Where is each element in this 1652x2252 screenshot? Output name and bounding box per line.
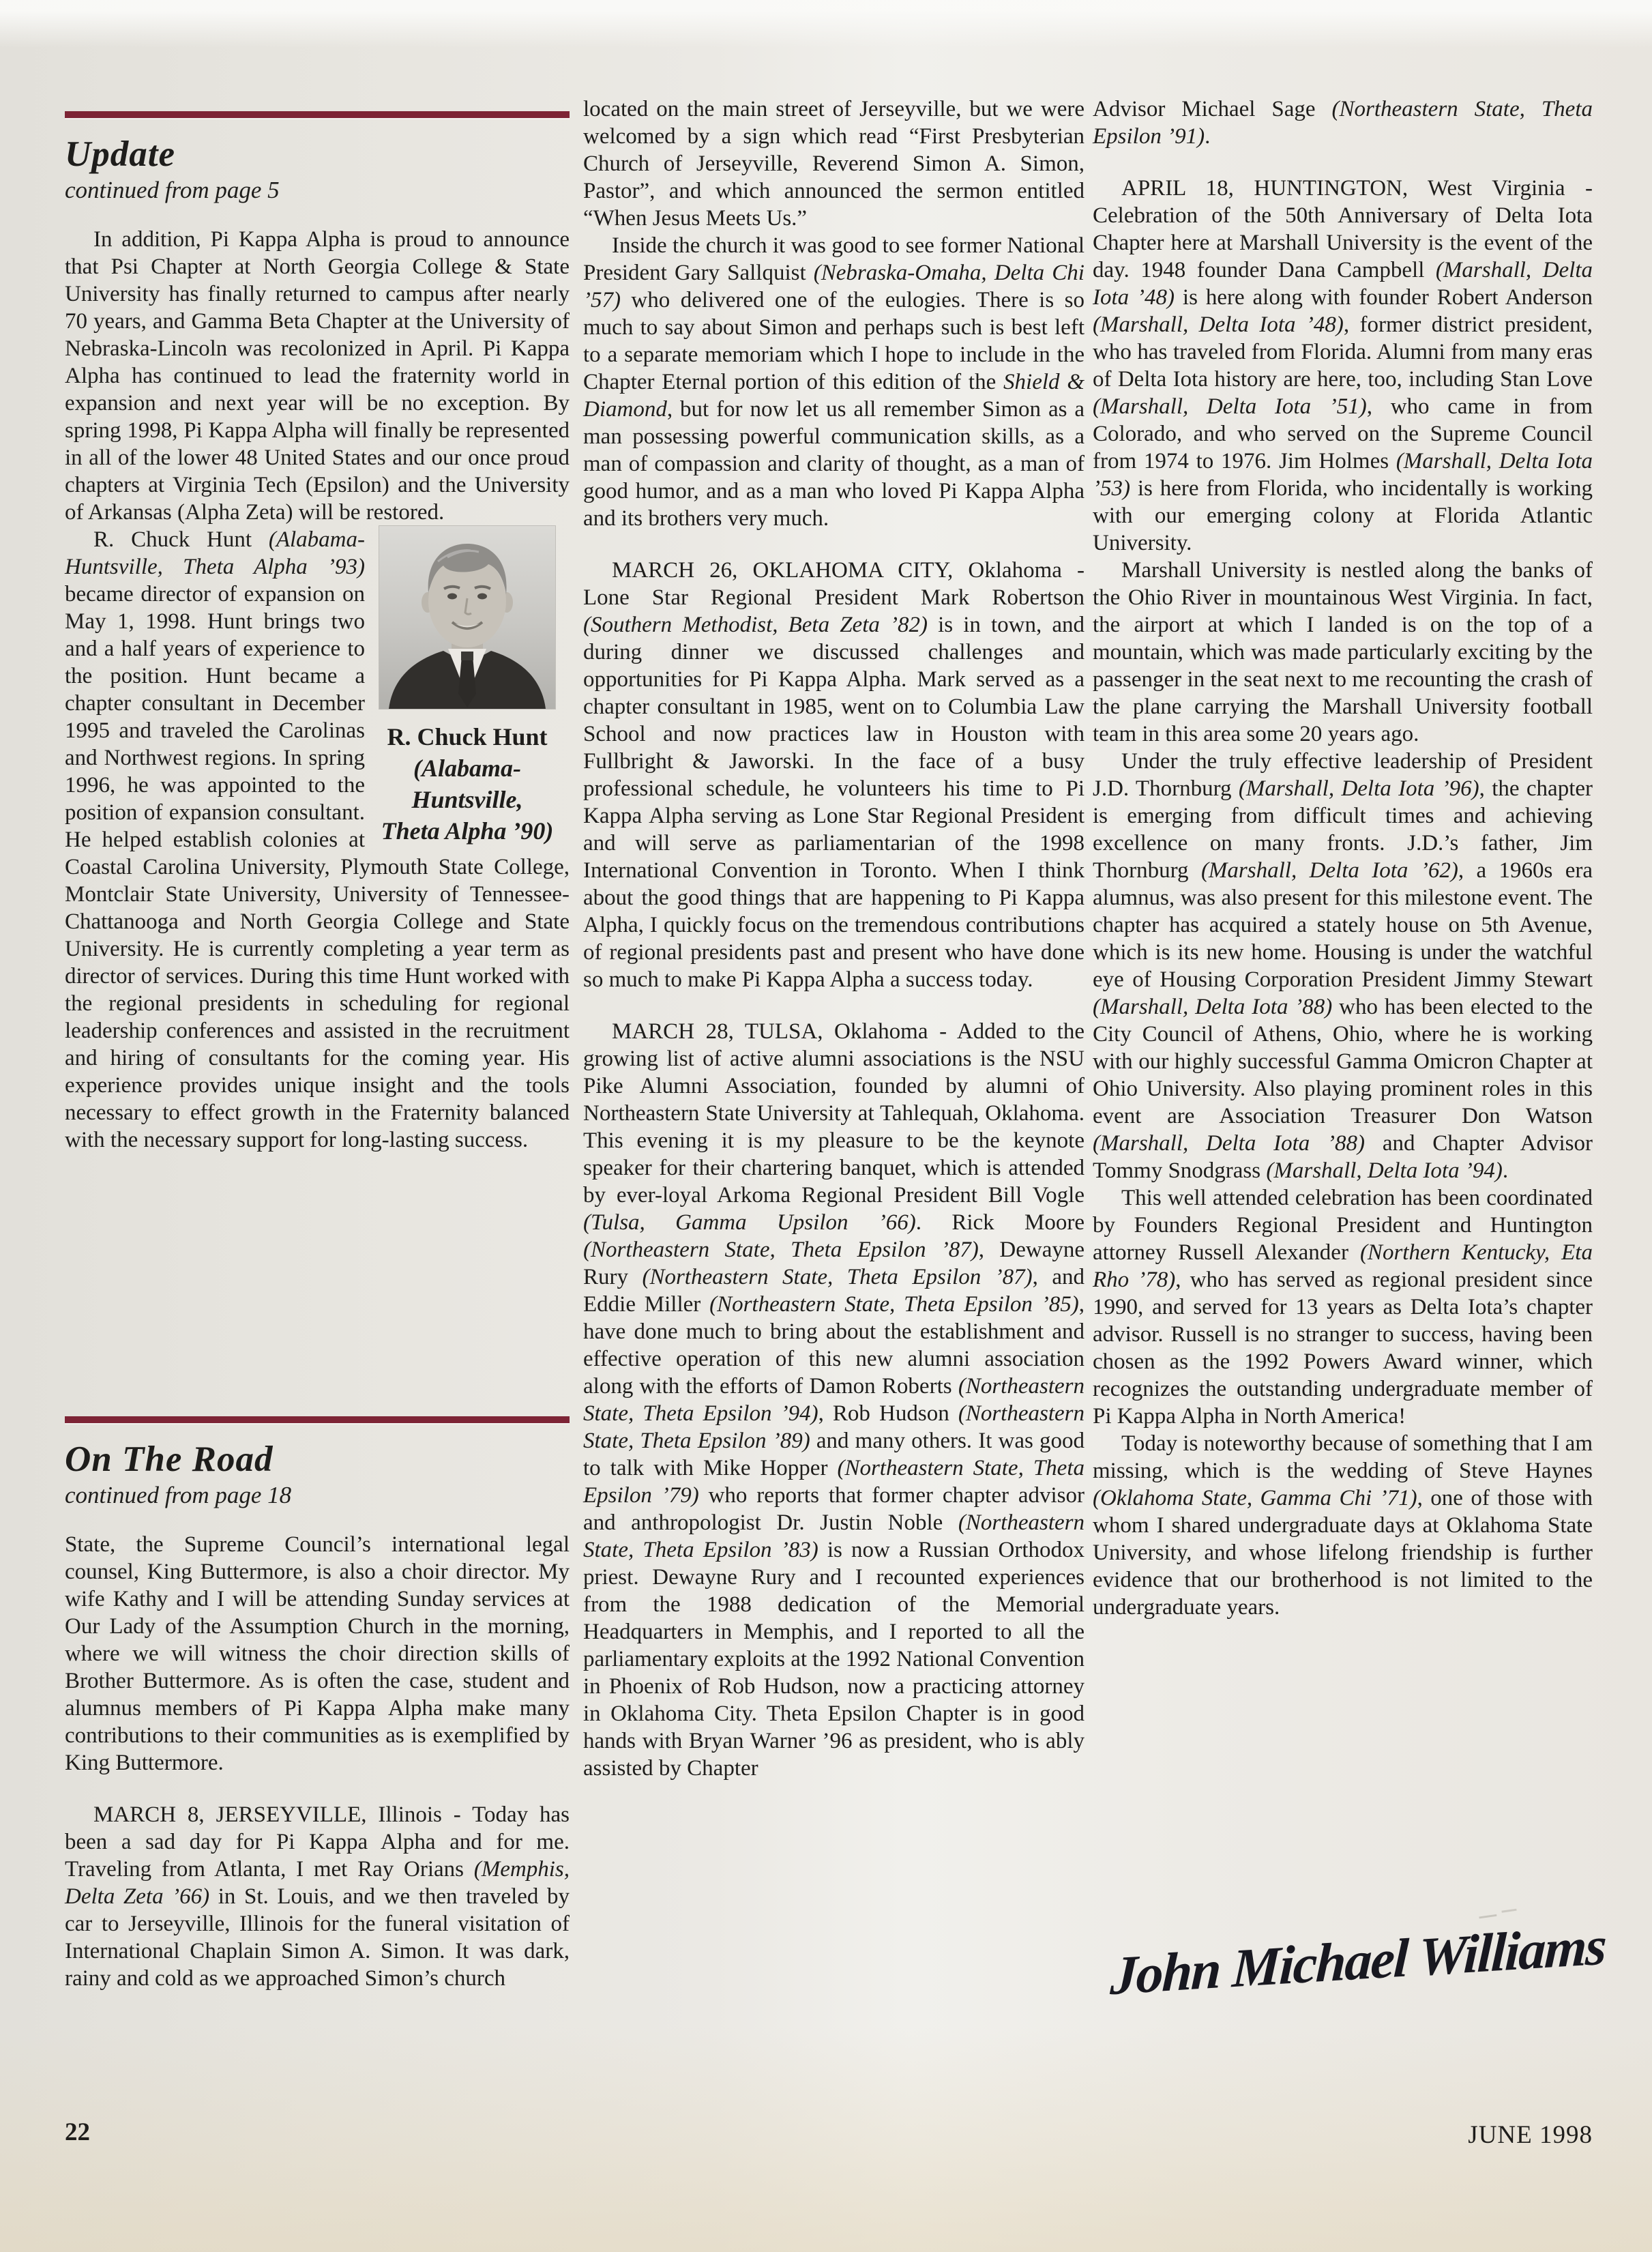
continued-from-label: continued from page 5: [65, 177, 280, 203]
on-the-road-body: [65, 1531, 570, 1992]
paragraph: Marshall University is nestled along the banks of the Ohio River in mountainous West Virginia. In fact, the airport at which I landed is on the top of a mountain, which was made particularly exciting by the passenger in the seat next to me recounting the crash of the plane carrying the Marshall University football team in this area some 20 years ago.: [1093, 558, 1593, 746]
portrait-figure: [365, 526, 570, 847]
paragraph: Today is noteworthy because of something that I am missing, which is the wedding of Steve Haynes (Oklahoma State, Gamma Chi ’71), one of those with whom I shared undergraduate days at Oklahoma State University, and whose lifelong friendship is further evidence that our brotherhood is not limited to the undergraduate years.: [1093, 1431, 1593, 1620]
paragraph: State, the Supreme Council’s international legal counsel, King Buttermore, is also a choir director. My wife Kathy and I will be attending Sunday services at Our Lady of the Assumption Church in the morning, where we will witness the choir direction skills of Brother Buttermore. As is often the case, student and alumnus members of Pi Kappa Alpha make many contributions to their communities as is exemplified by King Buttermore.: [65, 1532, 570, 1775]
caption-line: (Alabama-: [413, 755, 521, 782]
portrait-image: [379, 526, 555, 709]
paragraph: R. Chuck Hunt (Alabama-Huntsville, Theta Alpha ’93) became director of expansion on May 1, 1998. Hunt brings two and a half years of experience to the position. Hunt became a chapter consultant in December 1995 and traveled the Carolinas and Northwest regions. In spring 1996, he was appointed to the position of expansion consultant. He helped establish colonies at Coastal Carolina University, Plymouth State College, Montclair State University, University of Tennessee-Chattanooga and North Georgia College and State University. He is currently completing a year term as director of services. During this time Hunt worked with the regional presidents in scheduling for regional leadership conferences and assisted in the recruitment and hiring of consultants for the coming year. His experience provides unique insight and the tools necessary to effect growth in the Fraternity balanced with the necessary support for long-lasting success.: [65, 527, 570, 1152]
middle-column: [583, 96, 1085, 1782]
paragraph: In addition, Pi Kappa Alpha is proud to announce that Psi Chapter at North Georgia College & State University has finally returned to campus after nearly 70 years, and Gamma Beta Chapter at the University of Nebraska-Lincoln was recolonized in April. Pi Kappa Alpha has continued to lead the fraternity world in expansion and next year will be no exception. By spring 1998, Pi Kappa Alpha will finally be represented in all of the lower 48 United States and our once proud chapters at Virginia Tech (Epsilon) and the University of Arkansas (Alpha Zeta) will be restored.: [65, 227, 570, 525]
paragraph: Inside the church it was good to see former National President Gary Sallquist (Nebraska-Omaha, Delta Chi ’57) who delivered one of the eulogies. There is so much to say about Simon and perhaps such is best left to a separate memoriam which I hope to include in the Chapter Eternal portion of this edition of the Shield & Diamond, but for now let us all remember Simon as a man possessing powerful communication skills, as a man of compassion and clarity of thought, as a man of good humor, and as a man who loved Pi Kappa Alpha and its brothers very much.: [583, 233, 1085, 531]
continued-from-label: continued from page 18: [65, 1482, 292, 1508]
paragraph: APRIL 18, HUNTINGTON, West Virginia - Celebration of the 50th Anniversary of Delta Iota Chapter here at Marshall University is the event of the day. 1948 founder Dana Campbell (Marshall, Delta Iota ’48) is here along with founder Robert Anderson (Marshall, Delta Iota ’48), former district president, who has traveled from Florida. Alumni from many eras of Delta Iota history are here, too, including Stan Love (Marshall, Delta Iota ’51), who came in from Colorado, and who served on the Supreme Council from 1974 to 1976. Jim Holmes (Marshall, Delta Iota ’53) is here from Florida, who incidentally is working with our emerging colony at Florida Atlantic University.: [1093, 176, 1593, 555]
section-divider-rule: [65, 111, 570, 118]
section-on-the-road: [65, 1416, 570, 1992]
signature-text: John Michael Williams: [1109, 1916, 1607, 2007]
caption-line: Huntsville,: [411, 786, 523, 813]
section-title: Update: [65, 134, 176, 174]
paragraph: Advisor Michael Sage (Northeastern State, Theta Epsilon ’91).: [1093, 97, 1593, 149]
section-update: [65, 111, 570, 1154]
paragraph: located on the main street of Jerseyville, but we were welcomed by a sign which read “First Presbyterian Church of Jerseyville, Reverend Simon A. Simon, Pastor”, and which announced the sermon entitled “When Jesus Meets Us.”: [583, 97, 1085, 231]
caption-name: R. Chuck Hunt: [387, 723, 548, 750]
paragraph: Under the truly effective leadership of President J.D. Thornburg (Marshall, Delta Iota ’96), the chapter is emerging from difficult times and achieving excellence on many fronts. J.D.’s father, Jim Thornburg (Marshall, Delta Iota ’62), a 1960s era alumnus, was also present for this milestone event. The chapter has acquired a stately house on 5th Avenue, which is its new home. Housing is under the watchful eye of Housing Corporation President Jimmy Stewart (Marshall, Delta Iota ’88) who has been elected to the City Council of Athens, Ohio, where he is working with our highly successful Gamma Omicron Chapter at Ohio University. Also playing prominent roles in this event are Association Treasurer Don Watson (Marshall, Delta Iota ’88) and Chapter Advisor Tommy Snodgrass (Marshall, Delta Iota ’94).: [1093, 749, 1593, 1183]
paragraph: This well attended celebration has been coordinated by Founders Regional President and Huntington attorney Russell Alexander (Northern Kentucky, Eta Rho ’78), who has served as regional president since 1990, and served for 13 years as Delta Iota’s chapter advisor. Russell is no stranger to success, having been chosen as the 1992 Powers Award winner, which recognizes the outstanding undergraduate member of Pi Kappa Alpha in North America!: [1093, 1186, 1593, 1429]
page-number: 22: [65, 2118, 90, 2146]
paragraph: MARCH 28, TULSA, Oklahoma - Added to the growing list of active alumni associations is the NSU Pike Alumni Association, founded by alumni of Northeastern State University at Tahlequah, Oklahoma. This evening it is my pleasure to be the keynote speaker for their chartering banquet, which is attended by ever-loyal Arkoma Regional President Bill Vogle (Tulsa, Gamma Upsilon ’66). Rick Moore (Northeastern State, Theta Epsilon ’87), Dewayne Rury (Northeastern State, Theta Epsilon ’87), and Eddie Miller (Northeastern State, Theta Epsilon ’85), have done much to bring about the establishment and effective operation of this new alumni association along with the efforts of Damon Roberts (Northeastern State, Theta Epsilon ’94), Rob Hudson (Northeastern State, Theta Epsilon ’89) and many others. It was good to talk with Mike Hopper (Northeastern State, Theta Epsilon ’79) who reports that former chapter advisor and anthropologist Dr. Justin Noble (Northeastern State, Theta Epsilon ’83) is now a Russian Orthodox priest. Dewayne Rury and I recounted experiences from the 1988 dedication of the Memorial Headquarters in Memphis, and I reported to all the parliamentary exploits at the 1992 National Convention in Phoenix of Rob Hudson, now a practicing attorney in Oklahoma City. Theta Epsilon Chapter is in good hands with Bryan Warner ’96 as president, who is ably assisted by Chapter: [583, 1019, 1085, 1781]
update-body: [65, 226, 570, 1154]
section-title: On The Road: [65, 1439, 274, 1479]
portrait-photo: [379, 526, 555, 709]
paragraph: MARCH 8, JERSEYVILLE, Illinois - Today has been a sad day for Pi Kappa Alpha and for me. Traveling from Atlanta, I met Ray Orians (Memphis, Delta Zeta ’66) in St. Louis, and we then traveled by car to Jerseyville, Illinois for the funeral visitation of International Chaplain Simon A. Simon. It was dark, rainy and cold as we approached Simon’s church: [65, 1802, 570, 1991]
right-column: [1093, 96, 1593, 1621]
caption-line: Theta Alpha ’90): [381, 817, 554, 845]
portrait-caption: [365, 721, 570, 847]
section-divider-rule: [65, 1416, 570, 1423]
paragraph: MARCH 26, OKLAHOMA CITY, Oklahoma - Lone Star Regional President Mark Robertson (Southern Methodist, Beta Zeta ’82) is in town, and during dinner we discussed challenges and opportunities for Pi Kappa Alpha. Mark served as a chapter consultant in 1985, went on to Columbia Law School and now practices law in Houston with Fullbright & Jaworski. In the face of a busy professional schedule, he volunteers his time to Pi Kappa Alpha serving as Lone Star Regional President and will serve as parliamentarian of the 1998 International Convention in Toronto. When I think about the good things that are happening to Pi Kappa Alpha, I quickly focus on the tremendous contributions of regional presidents past and present who have done so much to make Pi Kappa Alpha a success today.: [583, 558, 1085, 992]
stray-pencil-mark: [1478, 1907, 1522, 1921]
issue-date: JUNE 1998: [1468, 2121, 1593, 2149]
